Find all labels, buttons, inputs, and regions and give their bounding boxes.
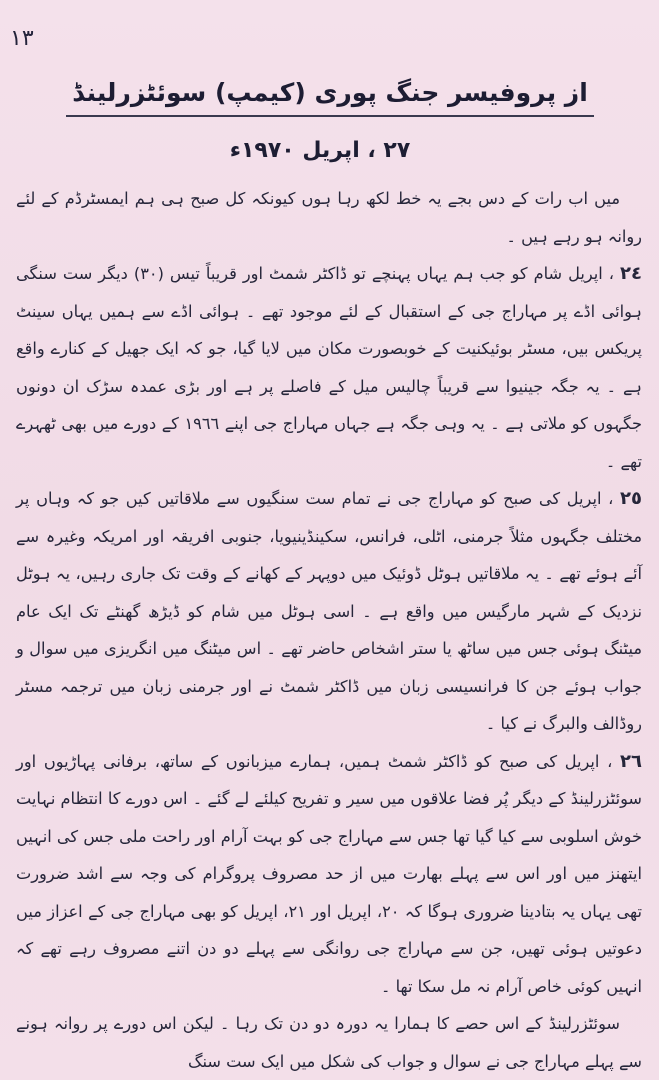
paragraph-april-25	[16, 480, 642, 743]
paragraph-text: میں اب رات کے دس بجے یہ خط لکھ رہا ہوں کیونکہ کل صبح ہی ہم ایمسٹرڈم کے لئے روانہ ہو رہے ہیں ۔	[16, 189, 642, 246]
paragraph-date-number: ٢٤	[619, 263, 642, 284]
paragraph-april-24	[16, 255, 642, 480]
paragraph-text: ، اپریل کی صبح کو ڈاکٹر شمٹ ہمیں، ہمارے میزبانوں کے ساتھ، برفانی پہاڑیوں اور سوئٹزرلینڈ کے دیگر پُر فضا علاقوں میں سیر و تفریح کیلئے لے گئے ۔ اس دورے کا انتظام نہایت خوش اسلوبی سے کیا گیا تھا جس سے مہاراج جی کو بہت آرام اور راحت ملی جس کی انہیں ایتھنز میں اور اس سے پہلے بھارت میں از حد مصروف پروگرام کی وجہ سے اشد ضرورت تھی یہاں یہ بتادینا ضروری ہوگا کہ ٢٠، اپریل اور ٢١، اپریل کو بھی مہاراج جی کے اعزاز میں دعوتیں ہوئی تھیں، جن سے مہاراج جی روانگی سے پہلے دو دن اتنے مصروف رہے تھے کہ انہیں کوئی خاص آرام نہ مل سکا تھا ۔	[16, 751, 643, 996]
letter-heading: از پروفیسر جنگ پوری (کیمپ) سوئٹزرلینڈ	[72, 78, 588, 107]
letter-date: ٢٧ ، اپریل ١٩٧٠ء	[229, 138, 411, 163]
paragraph-text: ، اپریل شام کو جب ہم یہاں پہنچے تو ڈاکٹر شمٹ اور قریباً تیس (٣٠) دیگر ست سنگی ہوائی اڈے پر مہاراج جی کے استقبال کے لئے موجود تھے ۔ ہوائی اڈے سے ہمیں یہاں سینٹ پریکس بیں، مسٹر بوئیکنیت کے خوبصورت مکان میں لایا گیا، جو کہ ایک جھیل کے کنارے واقع ہے ۔ یہ جگہ جینیوا سے قریباً چالیس میل کے فاصلے پر ہے اور بڑی عمدہ سڑک ان دونوں جگہوں کو ملاتی ہے ۔ یہ وہی جگہ ہے جہاں مہاراج جی اپنے ١٩٦٦ کے دورے میں بھی ٹھہرے تھے ۔	[16, 264, 642, 471]
page-number: ١٣	[10, 26, 34, 51]
heading-underline	[66, 115, 594, 117]
paragraph-text: ، اپریل کی صبح کو مہاراج جی نے تمام ست سنگیوں سے ملاقاتیں کیں جو کہ وہاں پر مختلف جگہوں مثلاً جرمنی، اٹلی، فرانس، سکینڈینیویا، جنوبی افریقہ اور امریکہ وغیرہ سے آئے ہوئے تھے ۔ یہ ملاقاتیں ہوٹل ڈوئیک میں دوپہر کے کھانے کے وقت تک جاری رہیں، یہ ہوٹل نزدیک کے شہر مارگیس میں واقع ہے ۔ اسی ہوٹل میں شام کو ڈیڑھ گھنٹے تک ایک عام میٹنگ ہوئی جس میں ساٹھ یا ستر اشخاص حاضر تھے ۔ اس میٹنگ میں انگریزی میں سوال و جواب ہوئے جن کا فرانسیسی زبان میں ڈاکٹر شمٹ نے اور جرمنی زبان میں ترجمہ مسٹر روڈالف والبرگ نے کیا ۔	[16, 489, 642, 733]
paragraph-intro	[16, 180, 642, 255]
paragraph-closing	[16, 1005, 642, 1080]
paragraph-april-26	[16, 743, 642, 1006]
paragraph-date-number: ٢٥	[620, 488, 642, 509]
paragraph-date-number: ٢٦	[620, 750, 642, 772]
paragraph-text: سوئٹزرلینڈ کے اس حصے کا ہمارا یہ دورہ دو دن تک رہا ۔ لیکن اس دورے پر روانہ ہونے سے پہلے مہاراج جی نے سوال و جواب کی شکل میں ایک ست سنگ	[16, 1014, 642, 1071]
letter-body	[16, 180, 643, 1071]
